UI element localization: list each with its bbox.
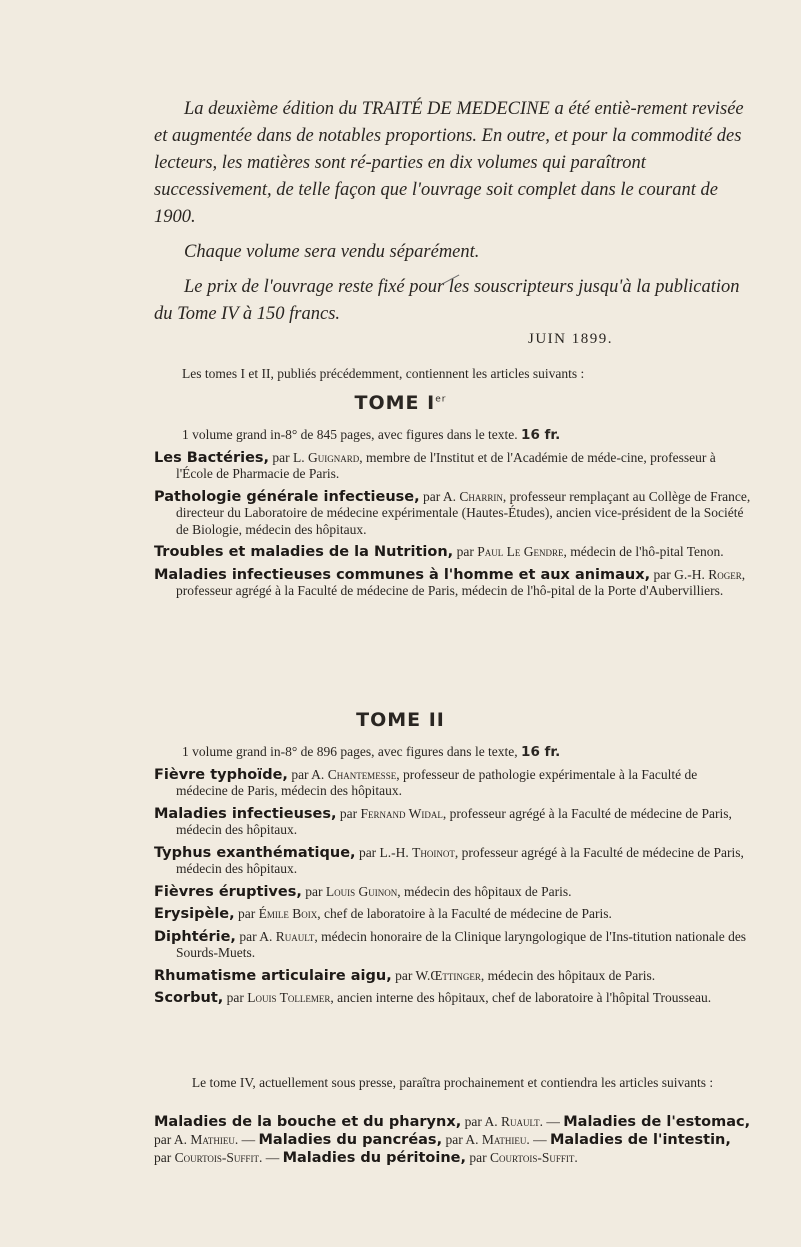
tome1-volume-text: 1 volume grand in-8° de 845 pages, avec figures dans le texte. — [182, 427, 518, 442]
article-entry — [154, 990, 751, 1007]
article-author: Ruault — [500, 1114, 540, 1129]
article-by: par — [466, 1150, 491, 1165]
article-description: , professeur remplaçant au Collège de France, directeur du Laboratoire de médecine expérimentale (Hautes-Études), ancien vice-président de la Société de Biologie, médecin des hôpitaux. — [176, 488, 751, 537]
article-description: , professeur agrégé à la Faculté de médecine de Paris, médecin de l'hô-pital de la Porte d'Aubervilliers. — [176, 566, 746, 598]
tome2-price: 16 fr. — [521, 744, 561, 760]
article-title: Maladies de l'intestin, — [549, 1132, 731, 1148]
tomes-intro: Les tomes I et II, publiés précédemment, contiennent les articles suivants : — [182, 366, 585, 381]
article-description: , membre de l'Institut et de l'Académie de méde-cine, professeur à l'École de Pharmacie de Paris. — [176, 449, 716, 481]
article-entry — [154, 906, 751, 923]
article-title: Scorbut, — [154, 990, 224, 1006]
article-separator: . — [574, 1150, 578, 1165]
article-by: par A. — [235, 928, 276, 944]
article-description: , professeur agrégé à la Faculté de médecine de Paris, médecin des hôpitaux. — [176, 844, 744, 876]
article-author: Émile Boix — [258, 906, 318, 921]
article-title: Erysipèle, — [154, 906, 235, 922]
article-author: Chantemesse — [327, 766, 397, 782]
article-title: Les Bactéries, — [154, 449, 270, 466]
article-author: ttinger — [442, 967, 481, 983]
article-title: Fièvres éruptives, — [154, 883, 302, 900]
article-author: Thoinot — [412, 844, 455, 860]
article-title: Maladies de l'estomac, — [563, 1114, 751, 1130]
intro-paragraph-1: La deuxième édition du TRAITÉ DE MEDECINE a été entiè-rement revisée et augmentée dans de notables proportions. En outre, et pour la commodité des lecteurs, les matières sont ré-parties en dix volumes qui paraîtront successivement, de telle façon que l'ouvrage soit complet dans le courant de 1900. — [154, 99, 744, 227]
article-separator: . — — [539, 1114, 564, 1129]
tome4-entries — [154, 1113, 751, 1167]
article-by: par A. — [287, 766, 328, 782]
article-description: , médecin des hôpitaux de Paris. — [480, 967, 656, 983]
article-entry — [154, 806, 751, 839]
article-entry — [154, 489, 751, 539]
tome2-volume-text: 1 volume grand in-8° de 896 pages, avec figures dans le texte, — [182, 744, 518, 759]
article-by: par — [223, 990, 248, 1005]
article-separator: . — — [526, 1132, 550, 1147]
tome1-title-sup: er — [435, 394, 447, 405]
article-author: Fernand Widal — [360, 805, 443, 821]
tome4-intro: Le tome IV, actuellement sous presse, paraîtra prochainement et contiendra les articles suivants : — [191, 1075, 714, 1090]
article-entry — [154, 845, 751, 878]
article-by: par L. — [269, 449, 309, 465]
article-author: Mathieu — [481, 1132, 527, 1147]
tome1-section — [154, 427, 751, 600]
article-by: par A. — [442, 1132, 482, 1147]
article-title: Maladies infectieuses, — [154, 805, 337, 822]
intro-paragraph-3: Le prix de l'ouvrage reste fixé pour les souscripteurs jusqu'à la publication du Tome IV à 150 francs. — [154, 277, 740, 324]
publication-date: JUIN 1899. — [528, 331, 613, 347]
article-by: par A. — [419, 488, 460, 504]
article-author: Paul Le Gendre — [477, 544, 564, 559]
tome2-title: TOME II — [356, 709, 445, 731]
article-title: Diphtérie, — [154, 928, 236, 945]
article-description: , ancien interne des hôpitaux, chef de laboratoire à l'hôpital Trousseau. — [330, 990, 712, 1005]
article-entry — [154, 929, 751, 962]
tome2-section — [154, 744, 751, 1007]
article-by: par — [234, 906, 259, 921]
article-title: Typhus exanthématique, — [154, 844, 356, 861]
article-author: Louis Tollemer — [247, 990, 331, 1005]
article-author: Courtois-Suffit — [490, 1150, 575, 1165]
article-entry — [154, 767, 751, 800]
article-by: par — [154, 1150, 175, 1165]
tome1-title-text: TOME I — [354, 392, 436, 414]
article-title: Maladies infectieuses communes à l'homme et aux animaux, — [154, 566, 651, 583]
article-description: , médecin de l'hô-pital Tenon. — [563, 544, 724, 559]
article-author: Charrin — [459, 488, 503, 504]
article-description: , professeur de pathologie expérimentale à la Faculté de médecine de Paris, médecin des hôpitaux. — [176, 766, 698, 798]
article-description: , médecin honoraire de la Clinique laryngologique de l'Ins-titution nationale des Sourds-Muets. — [176, 928, 747, 960]
article-author: Guignard — [308, 449, 360, 465]
article-title: Maladies du péritoine, — [282, 1150, 467, 1166]
tome1-entries — [154, 450, 751, 600]
article-title: Maladies de la bouche et du pharynx, — [154, 1114, 462, 1130]
article-by: par — [336, 805, 361, 821]
article-by: par A. — [154, 1132, 191, 1147]
article-title: Pathologie générale infectieuse, — [154, 488, 420, 505]
article-by: par G.-H. — [650, 566, 709, 582]
article-title: Maladies du pancréas, — [258, 1132, 443, 1148]
tome1-price: 16 fr. — [521, 427, 561, 443]
article-description: , professeur agrégé à la Faculté de médecine de Paris, médecin des hôpitaux. — [176, 805, 732, 837]
article-author: Mathieu — [190, 1132, 235, 1147]
article-author: Courtois-Suffit — [174, 1150, 259, 1165]
article-description: , chef de laboratoire à la Faculté de médecine de Paris. — [317, 906, 612, 921]
article-entry — [154, 567, 751, 600]
article-author: Louis Guinon — [325, 883, 398, 899]
tome2-volume-line — [154, 744, 751, 761]
intro-paragraph-2: Chaque volume sera vendu séparément. — [184, 242, 480, 262]
article-separator: . — — [234, 1132, 259, 1147]
article-by: par L.-H. — [355, 844, 413, 860]
article-title: Rhumatisme articulaire aigu, — [154, 967, 392, 984]
tome1-title — [0, 392, 801, 414]
article-title: Fièvre typhoïde, — [154, 766, 288, 783]
article-author: Ruault — [275, 928, 315, 944]
tome2-entries — [154, 767, 751, 1007]
article-separator: . — — [258, 1150, 283, 1165]
article-entry — [154, 968, 751, 985]
article-description: , médecin des hôpitaux de Paris. — [397, 883, 572, 899]
article-by: par A. — [461, 1114, 501, 1129]
tome1-volume-line — [154, 427, 751, 444]
article-title: Troubles et maladies de la Nutrition, — [154, 544, 454, 560]
article-entry — [154, 544, 751, 561]
article-by: par — [453, 544, 478, 559]
article-author: Roger — [708, 566, 742, 582]
article-by: par — [301, 883, 326, 899]
article-entry — [154, 450, 751, 483]
article-by: par W.Œ — [391, 967, 443, 983]
article-entry — [154, 884, 751, 901]
